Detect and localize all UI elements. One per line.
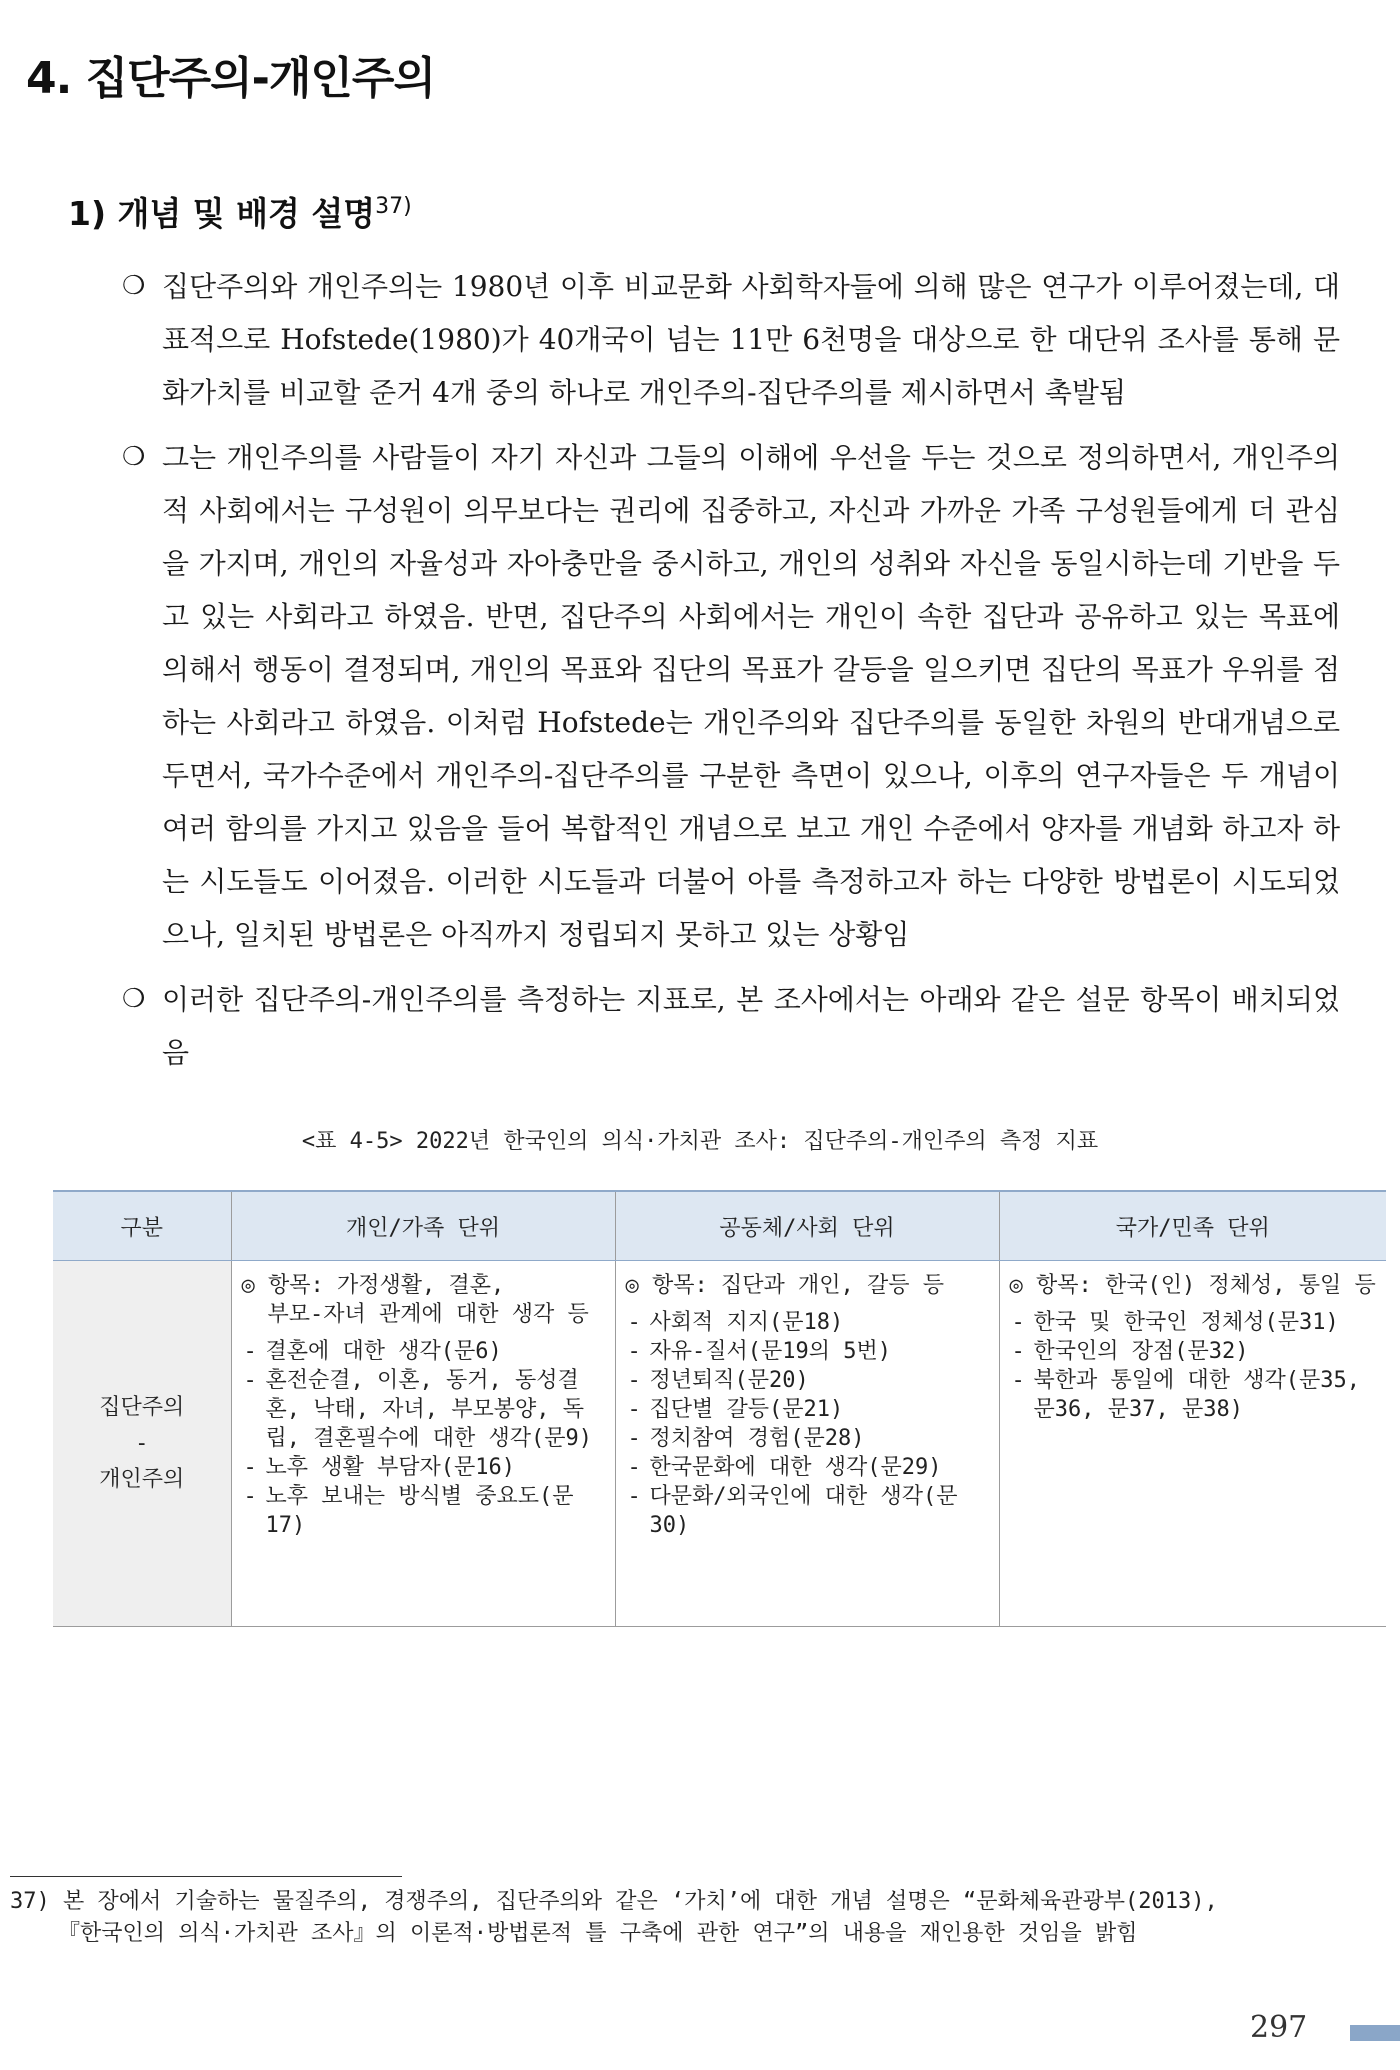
list-item: - 한국문화에 대한 생각(문29) bbox=[626, 1453, 995, 1482]
list-item: - 사회적 지지(문18) bbox=[626, 1308, 995, 1337]
bullet-text: 이러한 집단주의-개인주의를 측정하는 지표로, 본 조사에서는 아래와 같은 설문 항목이 배치되었음 bbox=[162, 983, 1340, 1069]
list-item: - 집단별 갈등(문21) bbox=[626, 1395, 995, 1424]
footnote-ref: 37) bbox=[375, 194, 412, 219]
list-item: - 노후 보내는 방식별 중요도(문17) bbox=[242, 1482, 611, 1540]
bullet-text: 집단주의와 개인주의는 1980년 이후 비교문화 사회학자들에 의해 많은 연구가 이루어졌는데, 대표적으로 Hofstede(1980)가 40개국이 넘는 11만 6천명을 대상으로 한 대단위 조사를 통해 문화가치를 비교할 준거 4개 중의 하나로 개인주의-집단주의를 제시하면서 촉발됨 bbox=[162, 270, 1340, 409]
header-community-society: 공동체/사회 단위 bbox=[615, 1191, 999, 1261]
list-item: - 다문화/외국인에 대한 생각(문30) bbox=[626, 1482, 995, 1540]
header-nation: 국가/민족 단위 bbox=[999, 1191, 1386, 1261]
bullet-text: 그는 개인주의를 사람들이 자기 자신과 그들의 이해에 우선을 두는 것으로 정의하면서, 개인주의적 사회에서는 구성원이 의무보다는 권리에 집중하고, 자신과 가까운 가족 구성원들에게 더 관심을 가지며, 개인의 자율성과 자아충만을 중시하고, 개인의 성취와 자신을 동일시하는데 기반을 두고 있는 사회라고 하였음. 반면, 집단주의 사회에서는 개인이 속한 집단과 공유하고 있는 목표에 의해서 행동이 결정되며, 개인의 목표와 집단의 목표가 갈등을 일으키면 집단의 목표가 우위를 점하는 사회라고 하였음. 이처럼 Hofstede는 개인주의와 집단주의를 동일한 차원의 반대개념으로 두면서, 국가수준에서 개인주의-집단주의를 구분한 측면이 있으나, 이후의 연구자들은 두 개념이 여러 함의를 가지고 있음을 들어 복합적인 개념으로 보고 개인 수준에서 양자를 개념화 하고자 하는 시도들도 이어졌음. 이러한 시도들과 더불어 아를 측정하고자 하는 다양한 방법론이 시도되었으나, 일치된 방법론은 아직까지 정립되지 못하고 있는 상황임 bbox=[162, 441, 1340, 951]
chapter-title: 4. 집단주의-개인주의 bbox=[26, 53, 435, 104]
bullet-item bbox=[122, 431, 1340, 961]
list-item: - 자유-질서(문19의 5번) bbox=[626, 1337, 995, 1366]
cell-topic bbox=[626, 1271, 995, 1300]
row-label-line: - bbox=[135, 1430, 149, 1456]
bullet-circle-icon: ❍ bbox=[122, 442, 146, 472]
topic-line: ◎ 항목: 한국(인) 정체성, 통일 등 bbox=[1009, 1273, 1376, 1298]
page-accent-bar bbox=[1350, 2025, 1400, 2041]
header-category: 구분 bbox=[53, 1191, 231, 1261]
page-number: 297 bbox=[1250, 2010, 1308, 2045]
section-title bbox=[68, 188, 412, 235]
list-item: - 북한과 통일에 대한 생각(문35, 문36, 문37, 문38) bbox=[1010, 1366, 1383, 1424]
list-item: - 정치참여 경험(문28) bbox=[626, 1424, 995, 1453]
row-label-line: 개인주의 bbox=[99, 1466, 185, 1492]
item-list bbox=[242, 1337, 611, 1540]
bullet-list bbox=[122, 260, 1340, 1091]
bullet-circle-icon: ❍ bbox=[122, 271, 146, 301]
footnote-divider bbox=[10, 1876, 402, 1877]
cell-topic bbox=[242, 1271, 611, 1329]
table-caption: <표 4-5> 2022년 한국인의 의식·가치관 조사: 집단주의-개인주의 측정 지표 bbox=[301, 1129, 1099, 1154]
list-item: - 혼전순결, 이혼, 동거, 동성결혼, 낙태, 자녀, 부모봉양, 독립, 결혼필수에 대한 생각(문9) bbox=[242, 1366, 611, 1453]
footnote-line: 『한국인의 의식·가치관 조사』의 이론적·방법론적 틀 구축에 관한 연구”의 내용을 재인용한 것임을 밝힘 bbox=[58, 1921, 1138, 1946]
footnote-line: 37) 본 장에서 기술하는 물질주의, 경쟁주의, 집단주의와 같은 ‘가치’에 대한 개념 설명은 “문화체육관광부(2013), bbox=[10, 1889, 1218, 1914]
cell-topic bbox=[1010, 1271, 1383, 1300]
table-row bbox=[53, 1261, 1386, 1627]
item-list bbox=[626, 1308, 995, 1540]
bullet-item bbox=[122, 973, 1340, 1079]
list-item: - 한국인의 장점(문32) bbox=[1010, 1337, 1383, 1366]
item-list bbox=[1010, 1308, 1383, 1424]
list-item: - 정년퇴직(문20) bbox=[626, 1366, 995, 1395]
bullet-circle-icon: ❍ bbox=[122, 984, 146, 1014]
row-label-line: 집단주의 bbox=[99, 1394, 185, 1420]
indicator-table bbox=[53, 1190, 1386, 1627]
bullet-item bbox=[122, 260, 1340, 419]
cell-community-society bbox=[615, 1261, 999, 1627]
cell-individual-family bbox=[231, 1261, 615, 1627]
list-item: - 노후 생활 부담자(문16) bbox=[242, 1453, 611, 1482]
cell-nation bbox=[999, 1261, 1386, 1627]
footnote bbox=[10, 1886, 1340, 1950]
list-item: - 한국 및 한국인 정체성(문31) bbox=[1010, 1308, 1383, 1337]
row-label bbox=[53, 1261, 231, 1627]
table-header-row bbox=[53, 1191, 1386, 1261]
topic-line: 부모-자녀 관계에 대한 생각 등 bbox=[267, 1302, 589, 1327]
header-individual-family: 개인/가족 단위 bbox=[231, 1191, 615, 1261]
topic-line: ◎ 항목: 집단과 개인, 갈등 등 bbox=[625, 1273, 944, 1298]
list-item: - 결혼에 대한 생각(문6) bbox=[242, 1337, 611, 1366]
section-title-text: 1) 개념 및 배경 설명 bbox=[68, 194, 376, 233]
topic-line: ◎ 항목: 가정생활, 결혼, bbox=[241, 1273, 505, 1298]
